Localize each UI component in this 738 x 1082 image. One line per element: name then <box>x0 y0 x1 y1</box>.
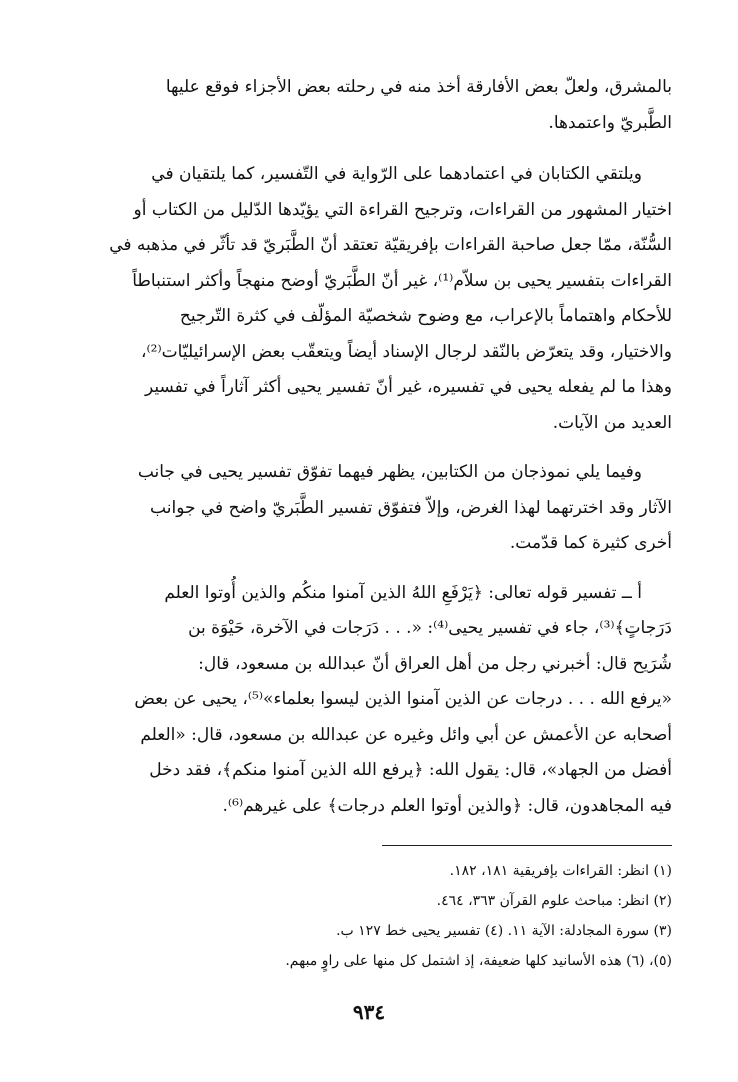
text-line: العديد من الآيات. <box>552 412 672 433</box>
text-line: الطَّبريّ واعتمدها. <box>548 112 672 133</box>
footnote-4: (٤) تفسير يحيى خط ١٢٧ ب. <box>336 923 504 939</box>
footnote-1: (١) انظر: القراءات بإفريقية ١٨١، ١٨٢. <box>449 863 672 879</box>
text-line: وفيما يلي نموذجان من الكتابين، يظهر فيهما تفوّق تفسير يحيى في جانب <box>137 462 642 482</box>
footnote-divider <box>382 845 672 846</box>
text-line: والاختيار، وقد يتعرّض بالنّقد لرجال الإسناد أيضاً ويتعقّب بعض الإسرائيليّات⁽²⁾، <box>141 341 672 362</box>
page-body <box>66 70 672 838</box>
paragraph-3 <box>66 455 672 562</box>
text-line: القراءات بتفسير يحيى بن سلاّم⁽¹⁾، غير أنّ الطَّبَريّ أوضح منهجاً وأكثر استنباطاً <box>132 270 672 291</box>
footnote-5-6: (٥)، (٦) هذه الأسانيد كلها ضعيفة، إذ اشتمل كل منها على راوٍ مبهم. <box>285 953 672 969</box>
text-line: أخرى كثيرة كما قدّمت. <box>509 533 672 553</box>
text-line: وهذا ما لم يفعله يحيى في تفسيره، غير أنّ تفسير يحيى أكثر آثاراً في تفسير <box>144 377 672 397</box>
page-number: ٩٣٤ <box>352 1000 386 1024</box>
text-line: أ ــ تفسير قوله تعالى: ﴿يَرْفَعِ اللهُ الذين آمنوا منكُم والذين أُوتوا العلم <box>164 582 642 603</box>
text-line: شُرَيح قال: أخبرني رجل من أهل العراق أنّ عبدالله بن مسعود، قال: <box>198 653 672 674</box>
text-line: بالمشرق، ولعلّ بعض الأفارقة أخذ منه في رحلته بعض الأجزاء فوقع عليها <box>165 77 672 97</box>
footnotes <box>66 856 672 976</box>
paragraph-1 <box>66 70 672 141</box>
text-line: اختيار المشهور من القراءات، وترجيح القراءة التي يؤيّدها الدّليل من الكتاب أو <box>133 199 672 220</box>
paragraph-4 <box>66 576 672 825</box>
paragraph-2 <box>66 157 672 441</box>
text-line: ويلتقي الكتابان في اعتمادهما على الرّواية في التّفسير، كما يلتقيان في <box>151 164 642 184</box>
text-line: أفضل من الجهاد»، قال: يقول الله: ﴿يرفع الله الذين آمنوا منكم﴾، فقد دخل <box>149 760 672 780</box>
text-line: فيه المجاهدون، قال: ﴿والذين أوتوا العلم درجات﴾ على غيرهم⁽⁶⁾. <box>222 795 672 816</box>
text-line: دَرَجاتٍ﴾⁽³⁾، جاء في تفسير يحيى⁽⁴⁾: «. . . دَرَجات في الآخرة، حَيْوَة بن <box>188 618 672 638</box>
text-line: للأحكام واهتماماً بالإعراب، مع وضوح شخصيّة المؤلّف في كثرة التّرجيح <box>179 306 672 326</box>
footnote-3-4 <box>66 916 672 946</box>
text-line: أصحابه عن الأعمش عن أبي وائل وغيره عن عبدالله بن مسعود، قال: «العلم <box>140 724 672 745</box>
text-line: الآثار وقد اخترتهما لهذا الغرض، وإلاّ فتفوّق تفسير الطَّبَريّ واضح في جوانب <box>150 497 672 518</box>
text-line: «يرفع الله . . . درجات عن الذين آمنوا الذين ليسوا بعلماء»⁽⁵⁾، يحيى عن بعض <box>134 689 672 709</box>
footnote-3: (٣) سورة المجادلة: الآية ١١. <box>507 923 672 939</box>
footnote-2: (٢) انظر: مباحث علوم القرآن ٣٦٣، ٤٦٤. <box>436 893 672 909</box>
text-line: السُّنّة، ممّا جعل صاحبة القراءات بإفريقيّة تعتقد أنّ الطَّبَريّ قد تأثّر في مذهبه في <box>109 235 672 255</box>
